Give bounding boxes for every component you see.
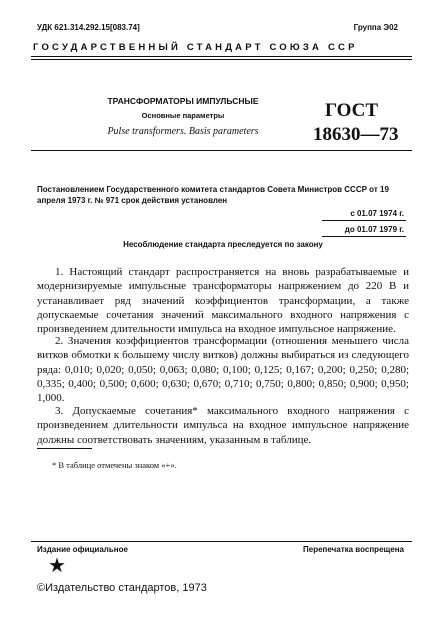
- validity-date-to: до 01.07 1979 г.: [344, 225, 404, 234]
- udk-code: УДК 621.314.292.15[083.74]: [37, 23, 140, 32]
- paragraph-1: [37, 265, 409, 336]
- reprint-prohibited-label: Перепечатка воспрещена: [303, 545, 404, 554]
- paragraph-3: [37, 404, 409, 447]
- title-rule: [31, 150, 412, 151]
- footer-rule: [31, 541, 412, 542]
- date-underline-from: [322, 220, 406, 221]
- subtitle-russian: Основные параметры: [141, 111, 225, 120]
- copyright-notice: ©Издательство стандартов, 1973: [37, 582, 207, 594]
- gost-number: 18630—73: [313, 124, 399, 145]
- footnote: * В таблице отмечены знаком «+».: [52, 460, 177, 470]
- decree-text: Постановлением Государственного комитета стандартов Совета Министров СССР от 19 апреля 1973 г. № 971 срок действия установлен: [37, 185, 389, 205]
- official-edition-label: Издание официальное: [37, 545, 128, 554]
- title-russian: ТРАНСФОРМАТОРЫ ИМПУЛЬСНЫЕ: [107, 96, 259, 106]
- header-rule-thin: [31, 59, 412, 60]
- group-code: Группа Э02: [353, 23, 398, 32]
- star-icon: ★: [48, 555, 66, 577]
- paragraph-3-text: 3. Допускаемые сочетания* максимального входного напряжения с произведением длительности импульса на входное импульсное напряжение должны соответствовать значениям, указанным в таблице.: [37, 405, 409, 446]
- standard-header-band: ГОСУДАРСТВЕННЫЙ СТАНДАРТ СОЮЗА ССР: [33, 42, 358, 53]
- validity-date-from: с 01.07 1974 г.: [350, 209, 404, 218]
- header-rule: [31, 56, 412, 57]
- paragraph-1-text: 1. Настоящий стандарт распространяется на вновь разрабатываемые и модернизируемые импульсные трансформаторы напряжением до 220 В и устанавливает ряд значений коэффициентов трансформации, а также допускаемые сочетания значений максимального входного напряжения с произведением длительности импульса на входное импульсное напряжение.: [37, 266, 409, 336]
- paragraph-2-text: 2. Значения коэффициентов трансформации (отношения меньшего числа витков обмотки к большему числу витков) должны выбираться из следующего ряда: 0,010; 0,020; 0,050; 0,063; 0,080; 0,100; 0,125; 0,167; 0,200; 0,250; 0,280; 0,335; 0,400; 0,500; 0,600; 0,630; 0,670; 0,710; 0,750; 0,800; 0,850; 0,900; 0,950; 1,000.: [37, 335, 409, 405]
- paragraph-2: [37, 334, 409, 405]
- violation-notice: Несоблюдение стандарта преследуется по закону: [123, 240, 323, 249]
- footnote-rule: [37, 448, 92, 449]
- date-underline-to: [322, 236, 406, 237]
- title-english: Pulse transformers. Basis parameters: [107, 126, 259, 137]
- gost-label: ГОСТ: [325, 100, 379, 121]
